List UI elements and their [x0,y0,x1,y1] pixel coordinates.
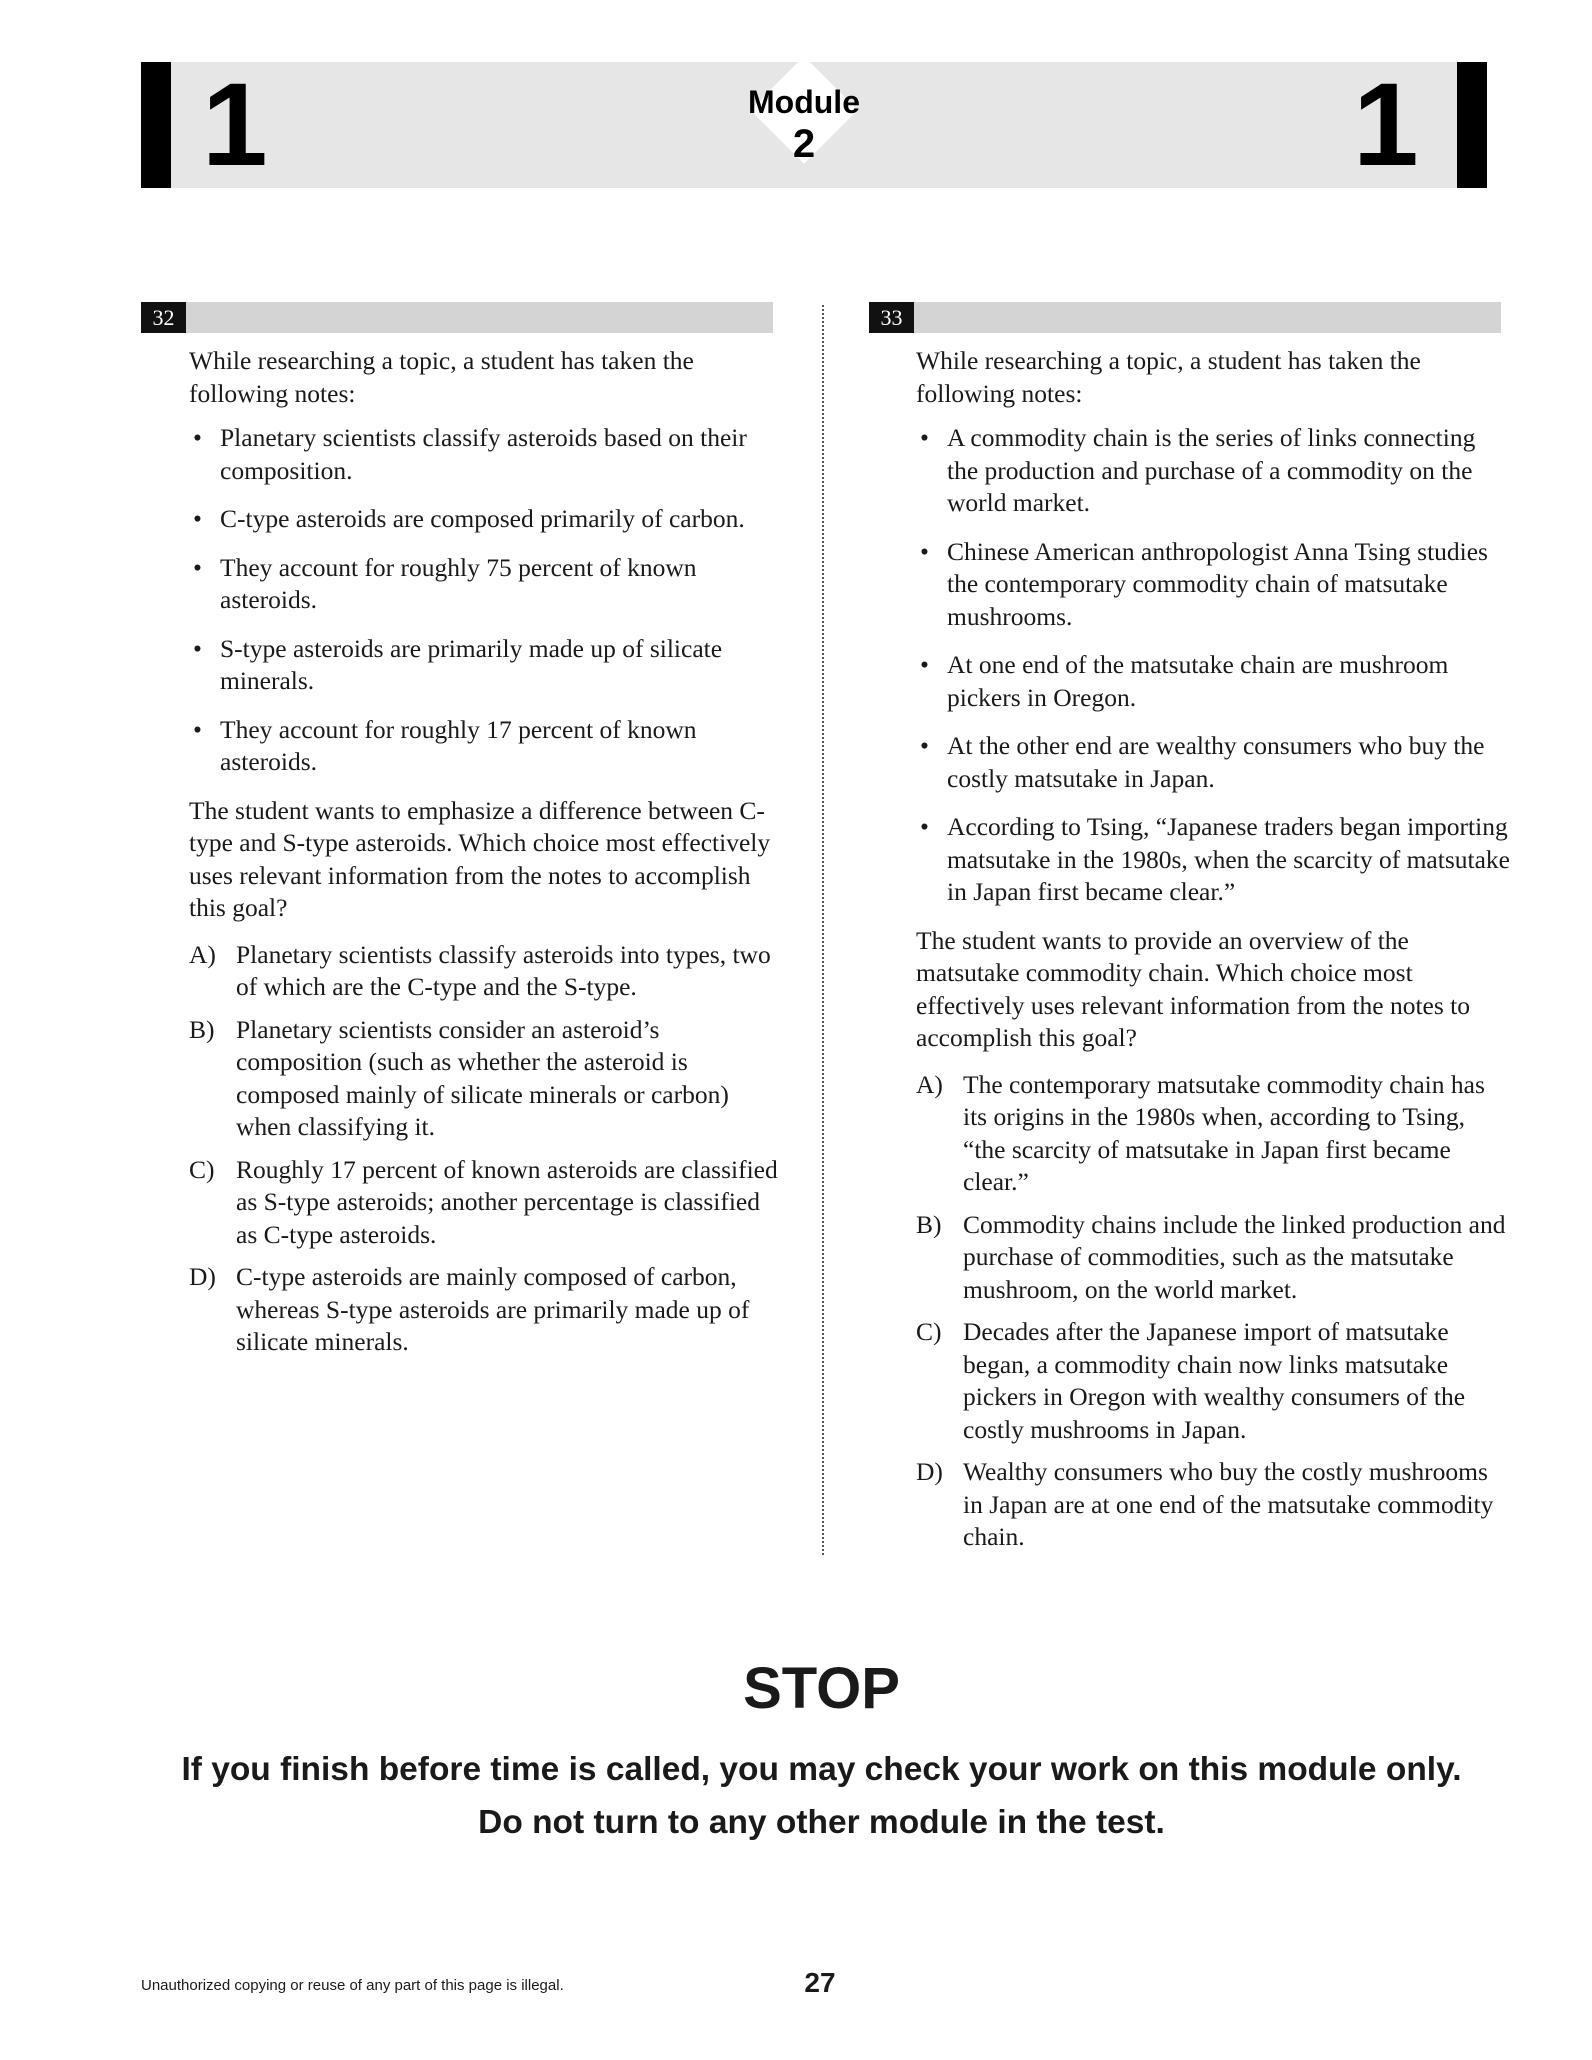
choice-letter: A) [916,1069,943,1099]
choice-text: The contemporary matsutake commodity chain has its origins in the 1980s when, according to Tsing, “the scarcity of matsutake in Japan first became clear.” [963,1069,1485,1196]
module-number: 2 [792,122,816,166]
choice-letter: D) [189,1262,216,1291]
choice-text: Commodity chains include the linked production and purchase of commodities, such as the matsutake mushroom, on the world market. [963,1209,1506,1304]
choice-letter: D) [916,1457,943,1486]
note-item: • C-type asteroids are composed primarily of carbon. [189,503,784,536]
answer-choice-a[interactable] [189,939,784,1004]
question-bar-32 [141,302,773,333]
question-prompt: The student wants to provide an overview of the matsutake commodity chain. Which choice most effectively uses relevant information from the notes to accomplish this goal? [916,925,1470,1052]
choice-text: Decades after the Japanese import of matsutake began, a commodity chain now links matsutake pickers in Oregon with wealthy consumers of the costly mushrooms in Japan. [963,1317,1466,1444]
choice-letter: C) [189,1154,215,1184]
question-intro: While researching a topic, a student has taken the following notes: [916,346,1421,408]
question-intro: While researching a topic, a student has taken the following notes: [189,346,694,408]
column-divider [822,305,824,1555]
notes-list [189,422,784,779]
answer-choice-d[interactable] [189,1261,784,1359]
note-item: • At the other end are wealthy consumers who buy the costly matsutake in Japan. [916,730,1511,795]
module-label: Module [748,84,860,120]
question-prompt: The student wants to emphasize a difference between C-type and S-type asteroids. Which choice most effectively uses relevant information from the notes to accomplish this goal? [189,795,771,922]
copyright-notice: Unauthorized copying or reuse of any part of this page is illegal. [141,1977,564,1994]
note-item: • According to Tsing, “Japanese traders began importing matsutake in the 1980s, when the scarcity of matsutake in Japan first became clear.” [916,811,1511,909]
note-item: • Planetary scientists classify asteroids based on their composition. [189,422,784,487]
stop-instruction-line-1: If you finish before time is called, you may check your work on this module only. [181,1751,1462,1788]
note-item: • At one end of the matsutake chain are mushroom pickers in Oregon. [916,649,1511,714]
answer-choice-c[interactable] [189,1154,784,1252]
choice-text: Planetary scientists consider an asteroid’s composition (such as whether the asteroid is composed mainly of silicate minerals or carbon) when classifying it. [236,1014,729,1141]
answer-choice-b[interactable] [189,1014,784,1144]
stop-instruction-line-2: Do not turn to any other module in the test. [478,1804,1165,1841]
question-bar-33 [869,302,1501,333]
choice-text: Roughly 17 percent of known asteroids are classified as S-type asteroids; another percentage is classified as C-type asteroids. [236,1154,778,1249]
choice-text: Planetary scientists classify asteroids into types, two of which are the C-type and the S-type. [236,939,771,1001]
note-item: • They account for roughly 75 percent of known asteroids. [189,552,784,617]
note-item: • S-type asteroids are primarily made up of silicate minerals. [189,633,784,698]
choice-letter: B) [189,1014,215,1044]
header-left-bar [141,62,171,188]
answer-choices [916,1069,1511,1554]
note-item: • They account for roughly 17 percent of known asteroids. [189,714,784,779]
answer-choice-b[interactable] [916,1209,1511,1307]
page-number: 27 [804,1967,836,1998]
header-right-bar [1457,62,1487,188]
choice-text: C-type asteroids are mainly composed of carbon, whereas S-type asteroids are primarily made up of silicate minerals. [236,1262,750,1356]
answer-choice-c[interactable] [916,1316,1511,1446]
section-number-left: 1 [202,59,268,191]
note-item: • A commodity chain is the series of links connecting the production and purchase of a commodity on the world market. [916,422,1511,520]
section-number-right: 1 [1353,59,1419,191]
notes-list [916,422,1511,909]
stop-heading: STOP [743,1656,900,1721]
question-number: 32 [141,302,186,333]
question-33 [916,345,1511,1564]
answer-choice-d[interactable] [916,1456,1511,1554]
answer-choices [189,939,784,1359]
question-number: 33 [869,302,914,333]
choice-letter: B) [916,1209,942,1239]
note-item: • Chinese American anthropologist Anna Tsing studies the contemporary commodity chain of matsutake mushrooms. [916,536,1511,634]
choice-text: Wealthy consumers who buy the costly mushrooms in Japan are at one end of the matsutake commodity chain. [963,1457,1494,1551]
answer-choice-a[interactable] [916,1069,1511,1199]
choice-letter: C) [916,1317,942,1346]
choice-letter: A) [189,939,216,969]
question-32 [189,345,784,1369]
